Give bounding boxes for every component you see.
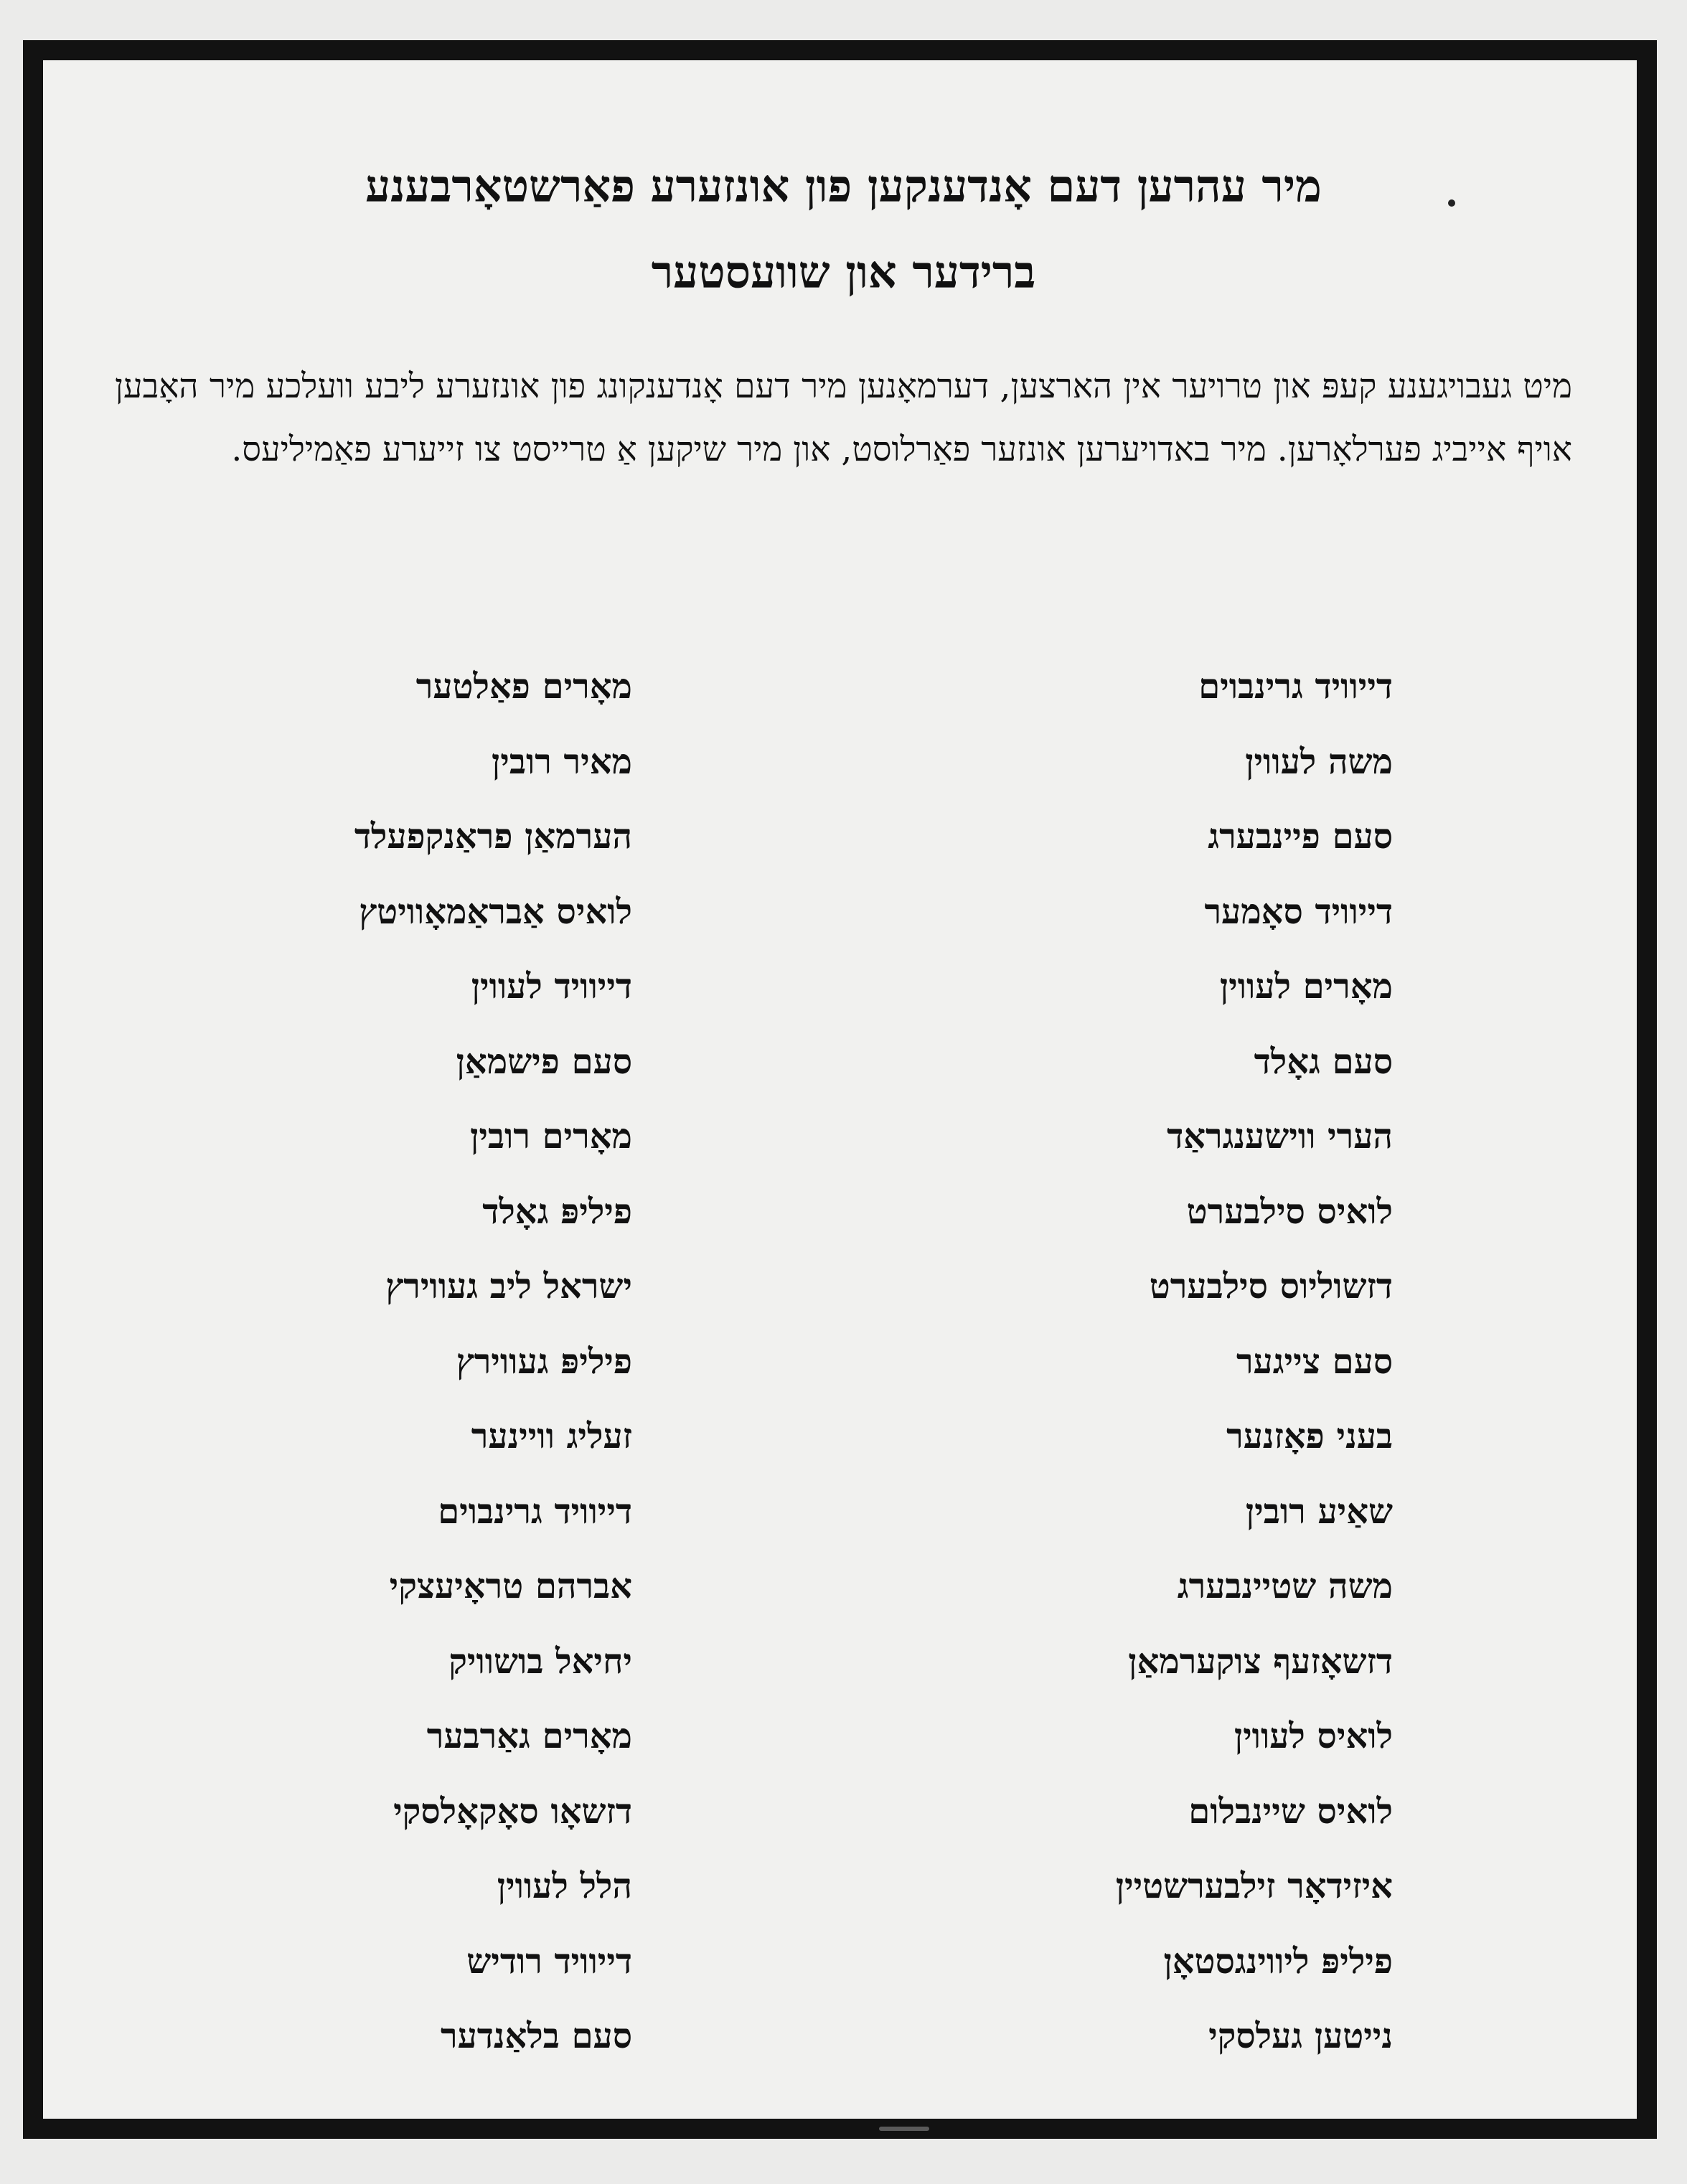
heading-line-1: מיר עהרען דעם אָנדענקען פון אונזערע פאַרשטאָרבענע	[365, 160, 1322, 212]
name-entry: פיליפּ ליווינגסטאָן	[1163, 1941, 1393, 1982]
name-entry: דזשאָזעף צוקערמאַן	[1128, 1641, 1393, 1682]
name-entry: לואיס אַבראַמאָוויטץ	[359, 891, 632, 932]
name-entry: מאָרים גאַרבער	[426, 1716, 632, 1756]
name-entry: משה לעווין	[1245, 741, 1393, 782]
name-entry: סעם פישמאַן	[456, 1041, 632, 1082]
name-entry: הערמאַן פראַנקפעלד	[354, 816, 632, 857]
name-entry: אברהם טראָיעצקי	[389, 1566, 632, 1606]
name-entry: נייטען געלסקי	[1208, 2016, 1393, 2056]
name-entry: זעליג וויינער	[471, 1416, 632, 1456]
name-entry: מאיר רובין	[492, 741, 632, 782]
names-list-right	[891, 649, 1393, 2074]
name-entry: דזשוליוס סילבערט	[1149, 1266, 1393, 1307]
name-entry: פיליפּ געווירץ	[456, 1341, 632, 1382]
name-entry: בעני פאָזנער	[1226, 1416, 1393, 1456]
name-entry: סעם פיינבערג	[1208, 816, 1393, 857]
name-entry: לואיס סילבערט	[1186, 1191, 1393, 1232]
name-entry: שאַיע רובין	[1245, 1491, 1393, 1532]
name-entry: סעם גאָלד	[1254, 1041, 1393, 1082]
name-entry: מאָרים פאַלטער	[415, 667, 632, 707]
name-entry: יחיאל בושוויק	[448, 1641, 632, 1682]
name-entry: מאָרים רובין	[470, 1116, 632, 1157]
bottom-edge-mark	[879, 2127, 929, 2131]
name-entry: דייוויד גרינבוים	[1198, 667, 1393, 707]
name-entry: לואיס לעווין	[1233, 1716, 1393, 1756]
name-entry: מאָרים לעווין	[1219, 966, 1393, 1007]
memorial-paragraph: מיט געבויגענע קעפּ און טרויער אין הארצען, דערמאָנען מיר דעם אָנדענקונג פון אונזערע ליבע וועלכע מיר האָבען אויף אייביג פערלאָרען. מיר באדויערען אונזער פאַרלוסט, און מיר שיקען אַ טרייסט צו זייערע פאַמיליעס.	[115, 367, 1572, 469]
name-entry: דייוויד סאָמער	[1204, 891, 1393, 932]
name-entry: פיליפּ גאָלד	[482, 1191, 632, 1232]
name-entry: סעם בלאַנדער	[441, 2016, 632, 2056]
name-entry: דזשאָו סאָקאָלסקי	[393, 1791, 632, 1832]
name-entry: איזידאָר זילבערשטיין	[1115, 1866, 1393, 1906]
name-entry: משה שטיינבערג	[1177, 1566, 1393, 1606]
name-entry: סעם צייגער	[1236, 1341, 1393, 1382]
name-entry: דייוויד גרינבוים	[438, 1491, 632, 1532]
name-entry: לואיס שיינבלום	[1188, 1791, 1393, 1832]
heading-line-2: ברידער און שוועסטער	[651, 246, 1036, 298]
name-entry: דייוויד רודיש	[466, 1941, 632, 1982]
name-entry: הערי ווישענגראַד	[1167, 1116, 1393, 1157]
memorial-heading	[86, 143, 1601, 316]
name-entry: ישראל ליב געווירץ	[385, 1266, 632, 1307]
name-entry: הלל לעווין	[497, 1866, 632, 1906]
names-list-left	[130, 649, 632, 2074]
name-entry: דייוויד לעווין	[471, 966, 632, 1007]
